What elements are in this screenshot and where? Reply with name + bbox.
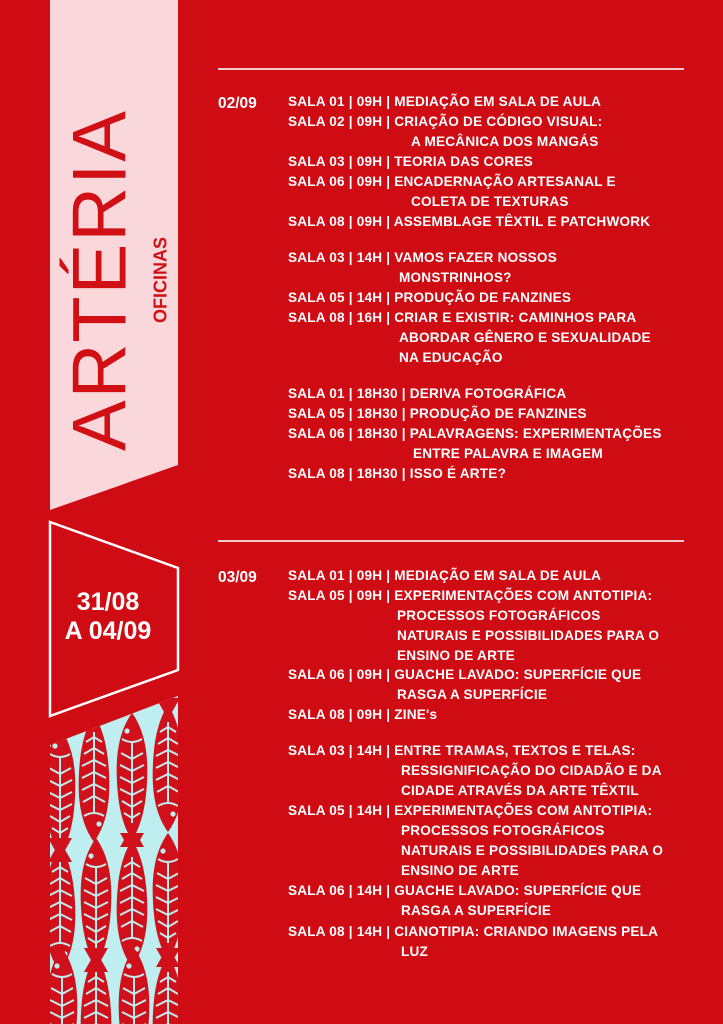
schedule-line: SALA 01 | 09H | MEDIAÇÃO EM SALA DE AULA xyxy=(288,94,602,109)
schedule-line: SALA 05 | 14H | EXPERIMENTAÇÕES COM ANTOTIPIA: xyxy=(288,803,653,818)
schedule-line: COLETA DE TEXTURAS xyxy=(411,194,569,209)
schedule-line: PROCESSOS FOTOGRÁFICOS xyxy=(397,608,601,623)
schedule-line: MONSTRINHOS? xyxy=(399,270,512,285)
schedule-line: SALA 03 | 09H | TEORIA DAS CORES xyxy=(288,154,533,169)
schedule-line: PROCESSOS FOTOGRÁFICOS xyxy=(401,823,605,838)
schedule-line: SALA 05 | 09H | EXPERIMENTAÇÕES COM ANTOTIPIA: xyxy=(288,588,653,603)
schedule-line: A MECÂNICA DOS MANGÁS xyxy=(411,134,599,149)
section-divider xyxy=(218,540,684,542)
schedule-line: SALA 02 | 09H | CRIAÇÃO DE CÓDIGO VISUAL: xyxy=(288,114,603,129)
date-range xyxy=(58,588,158,646)
schedule-line: RASGA A SUPERFÍCIE xyxy=(397,687,548,702)
schedule-line: SALA 08 | 14H | CIANOTIPIA: CRIANDO IMAGENS PELA xyxy=(288,924,659,939)
schedule-line: SALA 01 | 18H30 | DERIVA FOTOGRÁFICA xyxy=(288,386,567,401)
schedule-line: RASGA A SUPERFÍCIE xyxy=(401,903,552,918)
schedule-line: ABORDAR GÊNERO E SEXUALIDADE xyxy=(399,330,651,345)
schedule-line: SALA 05 | 18H30 | PRODUÇÃO DE FANZINES xyxy=(288,406,587,421)
schedule-line: RESSIGNIFICAÇÃO DO CIDADÃO E DA xyxy=(401,763,662,778)
schedule-line: SALA 06 | 09H | ENCADERNAÇÃO ARTESANAL E xyxy=(288,174,616,189)
schedule-line: SALA 01 | 09H | MEDIAÇÃO EM SALA DE AULA xyxy=(288,568,602,583)
schedule-line: LUZ xyxy=(401,944,429,959)
schedule-line: SALA 08 | 09H | ASSEMBLAGE TÊXTIL E PATCHWORK xyxy=(288,214,651,229)
fish-pattern xyxy=(45,690,184,1024)
event-title: ARTÉRIA xyxy=(57,108,143,452)
schedule-line: SALA 06 | 14H | GUACHE LAVADO: SUPERFÍCIE QUE xyxy=(288,883,642,898)
section-date: 02/09 xyxy=(218,95,257,112)
schedule-line: SALA 08 | 18H30 | ISSO É ARTE? xyxy=(288,466,507,481)
schedule-line: SALA 03 | 14H | VAMOS FAZER NOSSOS xyxy=(288,250,557,265)
schedule-line: NATURAIS E POSSIBILIDADES PARA O xyxy=(401,843,664,858)
date-range-line2: A 04/09 xyxy=(64,617,152,645)
schedule-line: CIDADE ATRAVÉS DA ARTE TÊXTIL xyxy=(401,783,639,798)
section-date: 03/09 xyxy=(218,569,257,586)
schedule-line: NA EDUCAÇÃO xyxy=(399,350,503,365)
schedule-line: ENSINO DE ARTE xyxy=(401,863,519,878)
date-range-line1: 31/08 xyxy=(76,588,140,616)
schedule-line: SALA 08 | 09H | ZINE's xyxy=(288,707,438,722)
schedule-line: SALA 03 | 14H | ENTRE TRAMAS, TEXTOS E TELAS: xyxy=(288,743,636,758)
schedule-line: SALA 08 | 16H | CRIAR E EXISTIR: CAMINHOS PARA xyxy=(288,310,637,325)
schedule-line: ENSINO DE ARTE xyxy=(397,648,515,663)
schedule-line: SALA 05 | 14H | PRODUÇÃO DE FANZINES xyxy=(288,290,572,305)
schedule-line: SALA 06 | 18H30 | PALAVRAGENS: EXPERIMENTAÇÕES xyxy=(288,426,662,441)
section-divider xyxy=(218,68,684,70)
event-subtitle: OFICINAS xyxy=(150,236,171,324)
schedule-line: ENTRE PALAVRA E IMAGEM xyxy=(413,446,603,461)
schedule-line: NATURAIS E POSSIBILIDADES PARA O xyxy=(397,628,660,643)
schedule-line: SALA 06 | 09H | GUACHE LAVADO: SUPERFÍCIE QUE xyxy=(288,667,642,682)
